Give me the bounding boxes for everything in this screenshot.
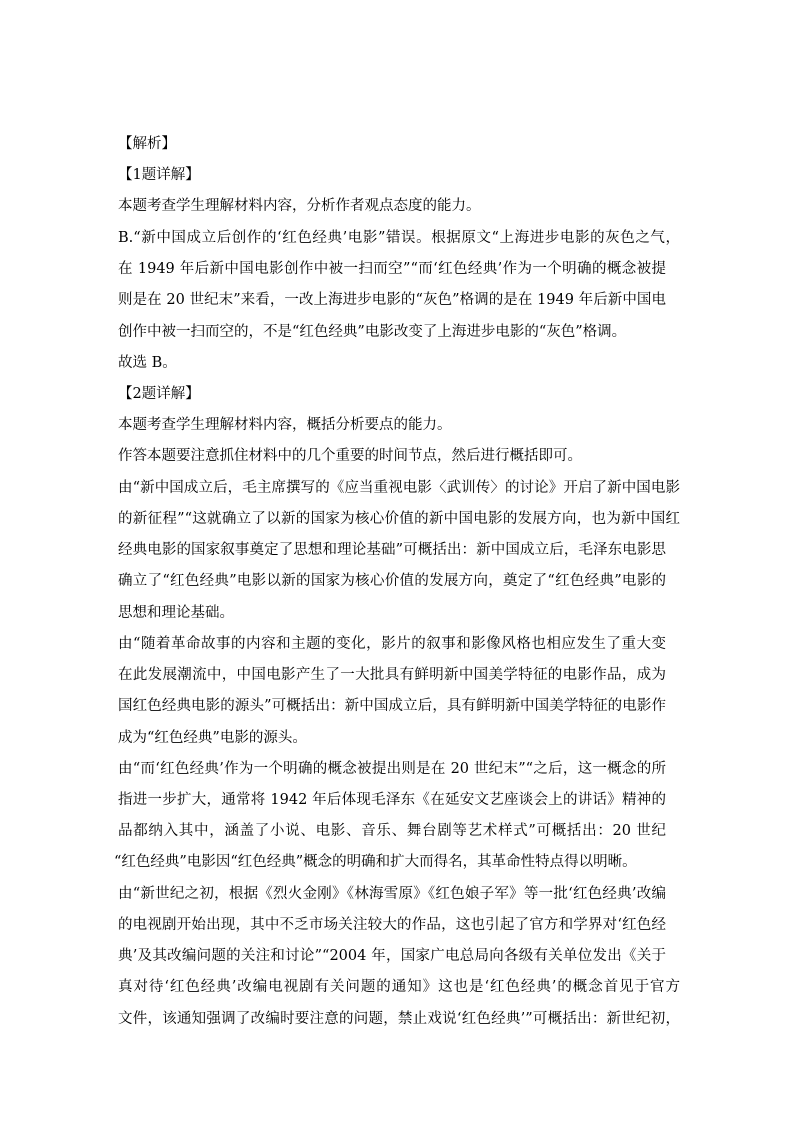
paragraph-line: 成为“红色经典”电影的源头。 [118, 730, 307, 746]
paragraph-line: 由“新中国成立后，毛主席撰写的《应当重视电影〈武训传〉的讨论》开启了新中国电影 [118, 480, 680, 496]
paragraph-line: 在此发展潮流中，中国电影产生了一大批具有鲜明新中国美学特征的电影作品，成为 [118, 667, 666, 683]
paragraph-line: 真对待‘红色经典’改编电视剧有关问题的通知》这也是‘红色经典’的概念首见于官方 [118, 979, 680, 995]
paragraph-line: 指进一步扩大，通常将 1942 年后体现毛泽东《在延安文艺座谈会上的讲话》精神的 [118, 792, 666, 808]
paragraph-line: 文件，该通知强调了改编时要注意的问题，禁止戏说‘红色经典’”可概括出：新世纪初， [118, 1011, 680, 1027]
paragraph-line: 经典电影的国家叙事奠定了思想和理论基础”可概括出：新中国成立后，毛泽东电影思 [118, 542, 666, 558]
section-heading-analysis: 【解析】 [118, 136, 176, 152]
paragraph-line: 典’及其改编问题的关注和讨论”“2004 年，国家广电总局向各级有关单位发出《关于 [118, 948, 666, 964]
section-heading-q2: 【2题详解】 [118, 386, 200, 402]
paragraph-line: 由“新世纪之初，根据《烈火金刚》《林海雪原》《红色娘子军》等一批‘红色经典’改编 [118, 886, 666, 902]
paragraph-line: 的电视剧开始出现，其中不乏市场关注较大的作品，这也引起了官方和学界对‘红色经 [118, 917, 666, 933]
paragraph-line: 本题考查学生理解材料内容，分析作者观点态度的能力。 [118, 198, 481, 214]
paragraph-line: 本题考查学生理解材料内容，概括分析要点的能力。 [118, 417, 452, 433]
section-heading-q1: 【1题详解】 [118, 167, 200, 183]
paragraph-line: 创作中被一扫而空的，不是“红色经典”电影改变了上海进步电影的“灰色”格调。 [118, 324, 627, 340]
paragraph-line: 确立了“红色经典”电影以新的国家为核心价值的发展方向，奠定了“红色经典”电影的 [118, 573, 666, 589]
paragraph-line: B.“新中国成立后创作的‘红色经典’电影”错误。根据原文“上海进步电影的灰色之气， [118, 230, 680, 246]
paragraph-line: 由“而‘红色经典’作为一个明确的概念被提出则是在 20 世纪末”“之后，这一概念的所 [118, 761, 666, 777]
paragraph-line: 品都纳入其中，涵盖了小说、电影、音乐、舞台剧等艺术样式”可概括出：20 世纪 [118, 823, 666, 839]
paragraph-line: 则是在 20 世纪末”来看，一改上海进步电影的“灰色”格调的是在 1949 年后新中国电 [118, 292, 666, 308]
paragraph-line: 思想和理论基础。 [118, 605, 234, 621]
paragraph-line: 作答本题要注意抓住材料中的几个重要的时间节点，然后进行概括即可。 [118, 448, 582, 464]
paragraph-line: 的新征程”“这就确立了以新的国家为核心价值的新中国电影的发展方向，也为新中国红 [118, 511, 680, 527]
paragraph-line: 国红色经典电影的源头”可概括出：新中国成立后，具有鲜明新中国美学特征的电影作 [118, 698, 666, 714]
answer-line: 故选 B。 [118, 355, 177, 371]
paragraph-line: 由“随着革命故事的内容和主题的变化，影片的叙事和影像风格也相应发生了重大变 [118, 636, 666, 652]
paragraph-line: 在 1949 年后新中国电影创作中被一扫而空”“而‘红色经典’作为一个明确的概念被提 [118, 261, 666, 277]
paragraph-line: “红色经典”电影因“红色经典”概念的明确和扩大而得名，其革命性特点得以明晰。 [114, 854, 637, 870]
